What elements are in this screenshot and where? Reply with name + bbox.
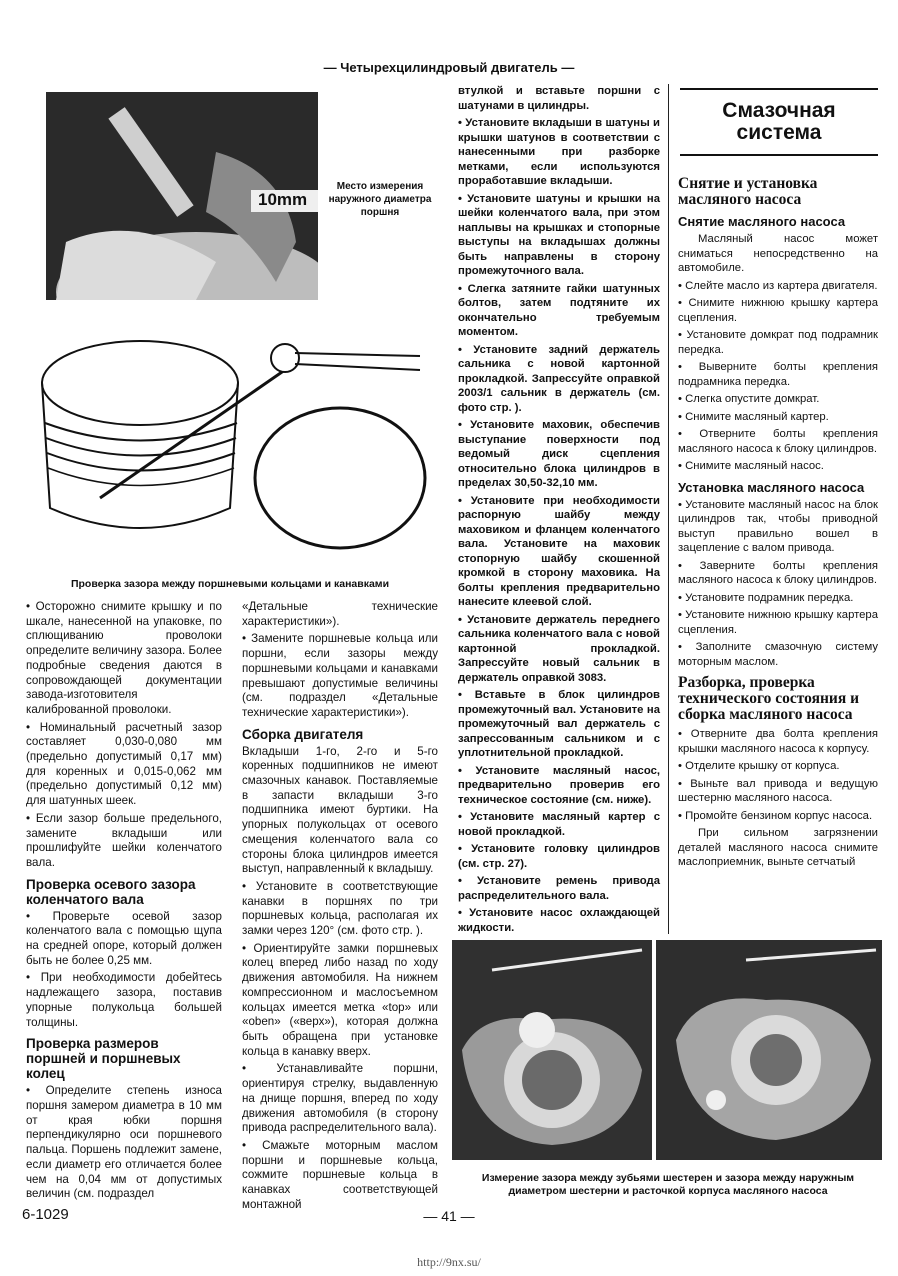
paragraph: При сильном загрязнении деталей масляного насоса снимите маслоприемник, выньте сетчатый <box>678 827 878 868</box>
paragraph: • Отделите крышку от корпуса. <box>678 760 840 772</box>
heading-pump-removal: Снятие масляного насоса <box>678 214 846 229</box>
paragraph: • Вставьте в блок цилиндров промежуточный вал. Установите на промежуточный вал держатель с запрессованным сальником и с уплотнительной прокладкой. <box>458 689 660 759</box>
heading-piston-sizes: Проверка размеров поршней и поршневых колец <box>26 1036 181 1082</box>
paragraph: • Установите ремень привода распределительного вала. <box>458 875 660 902</box>
heading-engine-assembly: Сборка двигателя <box>242 726 364 742</box>
column-4 <box>678 170 878 873</box>
footer-code: 6-1029 <box>22 1206 69 1223</box>
paragraph: • Слегка затяните гайки шатунных болтов, затем подтяните их окончательно требуемым моментом. <box>458 282 660 338</box>
paragraph: • Установите задний держатель сальника с новой картонной прокладкой. Запрессуйте оправкой 2003/1 сальник в держатель (см. фото стр. ). <box>458 343 660 414</box>
paragraph: • Установите держатель переднего сальника коленчатого вала с новой картонной прокладкой. Запрессуйте новый сальник в держатель оправкой 3083. <box>458 613 660 684</box>
running-title: — Четырехцилиндровый двигатель — <box>323 60 575 75</box>
column-3 <box>458 84 660 938</box>
footer-url[interactable]: http://9nx.su/ <box>417 1255 481 1269</box>
paragraph: • Установите подрамник передка. <box>678 591 854 604</box>
paragraph: • Установите шатуны и крышки на шейки коленчатого вала, при этом наплывы на крышках и стопорные выступы на вкладышах должны быть направлены в сторону промежуточного вала. <box>458 192 660 277</box>
oil-pump-photo-left <box>452 940 652 1160</box>
column-1 <box>26 600 222 1205</box>
caliper-caption: Место измерения наружного диаметра поршня <box>328 181 432 218</box>
paragraph: • Замените поршневые кольца или поршни, если зазоры между поршневыми кольцами и канавками превышают допустимые величины (см. подраздел «Детальные технические характеристики»). <box>242 632 438 719</box>
heading-pump-disassembly: Разборка, проверка технического состояния и сборка масляного насоса <box>678 674 860 723</box>
heading-axial-clearance: Проверка осевого зазора коленчатого вала <box>26 876 196 907</box>
paragraph: • Установите насос охлаждающей жидкости. <box>458 907 660 934</box>
paragraph: • Установите масляный насос на блок цилиндров так, чтобы приводной выступ правильно вошел в зацепление с валом привода. <box>678 498 878 554</box>
paragraph: • Если зазор больше предельного, замените вкладыши или прошлифуйте шейки коленчатого вала. <box>26 811 222 869</box>
caliper-photo <box>46 92 318 300</box>
oil-pump-caption: Измерение зазора между зубьями шестерен и зазора между наружным диаметром шестерни и расточкой корпуса масляного насоса <box>481 1172 855 1197</box>
paragraph: • Промойте бензином корпус насоса. <box>678 809 873 822</box>
paragraph: • Заполните смазочную систему моторным маслом. <box>678 641 878 668</box>
heading-pump-install: Установка масляного насоса <box>678 479 865 495</box>
paragraph: «Детальные технические характеристики»). <box>242 600 438 628</box>
section-title: Смазочная система <box>680 88 878 156</box>
oil-pump-illustration-right <box>656 940 882 1160</box>
piston-caption: Проверка зазора между поршневыми кольцами и канавками <box>70 578 390 590</box>
paragraph: втулкой и вставьте поршни с шатунами в цилиндры. <box>458 85 660 112</box>
paragraph: • Слегка опустите домкрат. <box>678 393 820 405</box>
paragraph: • Установите домкрат под подрамник передка. <box>678 329 878 356</box>
paragraph: • Установите масляный насос, предварительно проверив его техническое состояние (см. ниже). <box>458 764 660 806</box>
page-number: — 41 — <box>423 1208 475 1224</box>
paragraph: • Устанавливайте поршни, ориентируя стрелку, выдавленную на днище поршня, вперед по ходу движения автомобиля (в сторону привода распределительного вала). <box>242 1062 438 1135</box>
paragraph: • Установите масляный картер с новой прокладкой. <box>458 811 660 838</box>
oil-pump-photo-right <box>656 940 882 1160</box>
heading-pump-removal-install: Снятие и установка масляного насоса <box>678 175 818 208</box>
paragraph: • При необходимости добейтесь надлежащего зазора, поставив упорные полукольца большей толщины. <box>26 971 222 1029</box>
paragraph: • Снимите нижнюю крышку картера сцепления. <box>678 297 878 324</box>
paragraph: • Отверните два болта крепления крышки масляного насоса к корпусу. <box>678 728 878 755</box>
paragraph: • Определите степень износа поршня замером диаметра в 10 мм от края юбки поршня перпендикулярно оси поршневого пальца. Поршень подлежит замене, если диаметр его отличается более чем на 0,04 мм от допустимых величин (см. подраздел <box>26 1084 222 1201</box>
oil-pump-illustration-left <box>452 940 652 1160</box>
paragraph: • Проверьте осевой зазор коленчатого вала с помощью щупа на средней опоре, который должен быть не более 0,25 мм. <box>26 909 222 967</box>
paragraph: • Осторожно снимите крышку и по шкале, нанесенной на упаковке, по сплющиванию проволоки определите величину зазора. Более подробные сведения даются в сопровождающей документации завода-изготовителя калиброванной проволоки. <box>26 600 222 716</box>
column-2 <box>242 600 438 1215</box>
paragraph: • Выньте вал привода и ведущую шестерню масляного насоса. <box>678 777 878 804</box>
paragraph: • Выверните болты крепления подрамника передка. <box>678 361 878 388</box>
paragraph: • Ориентируйте замки поршневых колец вперед либо назад по ходу движения автомобиля. На нижнем компрессионном и маслосъемном кольцах имеется метка «top» или «oben» («верх»), которая должна быть обращена при установке кольца в канавку вверх. <box>242 941 438 1058</box>
paragraph: • Установите головку цилиндров (см. стр. 27). <box>458 843 660 870</box>
paragraph: • Отверните болты крепления масляного насоса к блоку цилиндров. <box>678 428 878 455</box>
paragraph: • Установите нижнюю крышку картера сцепления. <box>678 609 878 636</box>
paragraph: Вкладыши 1-го, 2-го и 5-го коренных подшипников не имеют смазочных канавок. Поставляемые в запасти вкладыши 3-го подшипника имеют буртики. На упорных полукольцах от осевого смещения коленчатого вала со стороны блока цилиндров имеется выступ, направленный к вкладышу. <box>242 744 438 876</box>
paragraph: • Снимите масляный насос. <box>678 460 824 472</box>
paragraph: • Установите маховик, обеспечив выступание поверхности под ведомый диск сцепления относительно блока цилиндров в пределах 30,50-32,10 мм. <box>458 419 660 489</box>
paragraph: • Снимите масляный картер. <box>678 410 829 423</box>
column-divider <box>668 84 669 934</box>
paragraph: Масляный насос может сниматься непосредственно на автомобиле. <box>678 233 878 274</box>
paragraph: • Установите при необходимости распорную шайбу между маховиком и фланцем коленчатого вала. Установите на маховик стопорную шайбу скошенной кромкой в сторону маховика. На болты крепления предварительно нанесите клеевой слой. <box>458 494 660 608</box>
piston-ring-drawing <box>40 338 440 568</box>
paragraph: • Заверните болты крепления масляного насоса к блоку цилиндров. <box>678 559 878 586</box>
paragraph: • Номинальный расчетный зазор составляет 0,030-0,080 мм (предельно допустимый 0,17 мм) для коренных и 0,015-0,062 мм (предельно допустимый 0,12 мм) для шатунных шеек. <box>26 720 222 808</box>
paragraph: • Установите в соответствующие канавки в поршнях по три поршневых кольца, располагая их замки через 120° (см. фото стр. ). <box>242 879 438 938</box>
paragraph: • Установите вкладыши в шатуны и крышки шатунов в соответствии с нанесенными при разборке метками, если используются проработавшие вкладыши. <box>458 117 660 187</box>
paragraph: • Смажьте моторным маслом поршни и поршневые кольца, сожмите поршневые кольца в канавках соответствующей монтажной <box>242 1138 438 1211</box>
paragraph: • Слейте масло из картера двигателя. <box>678 279 878 292</box>
caliper-readout: 10mm <box>258 190 308 209</box>
